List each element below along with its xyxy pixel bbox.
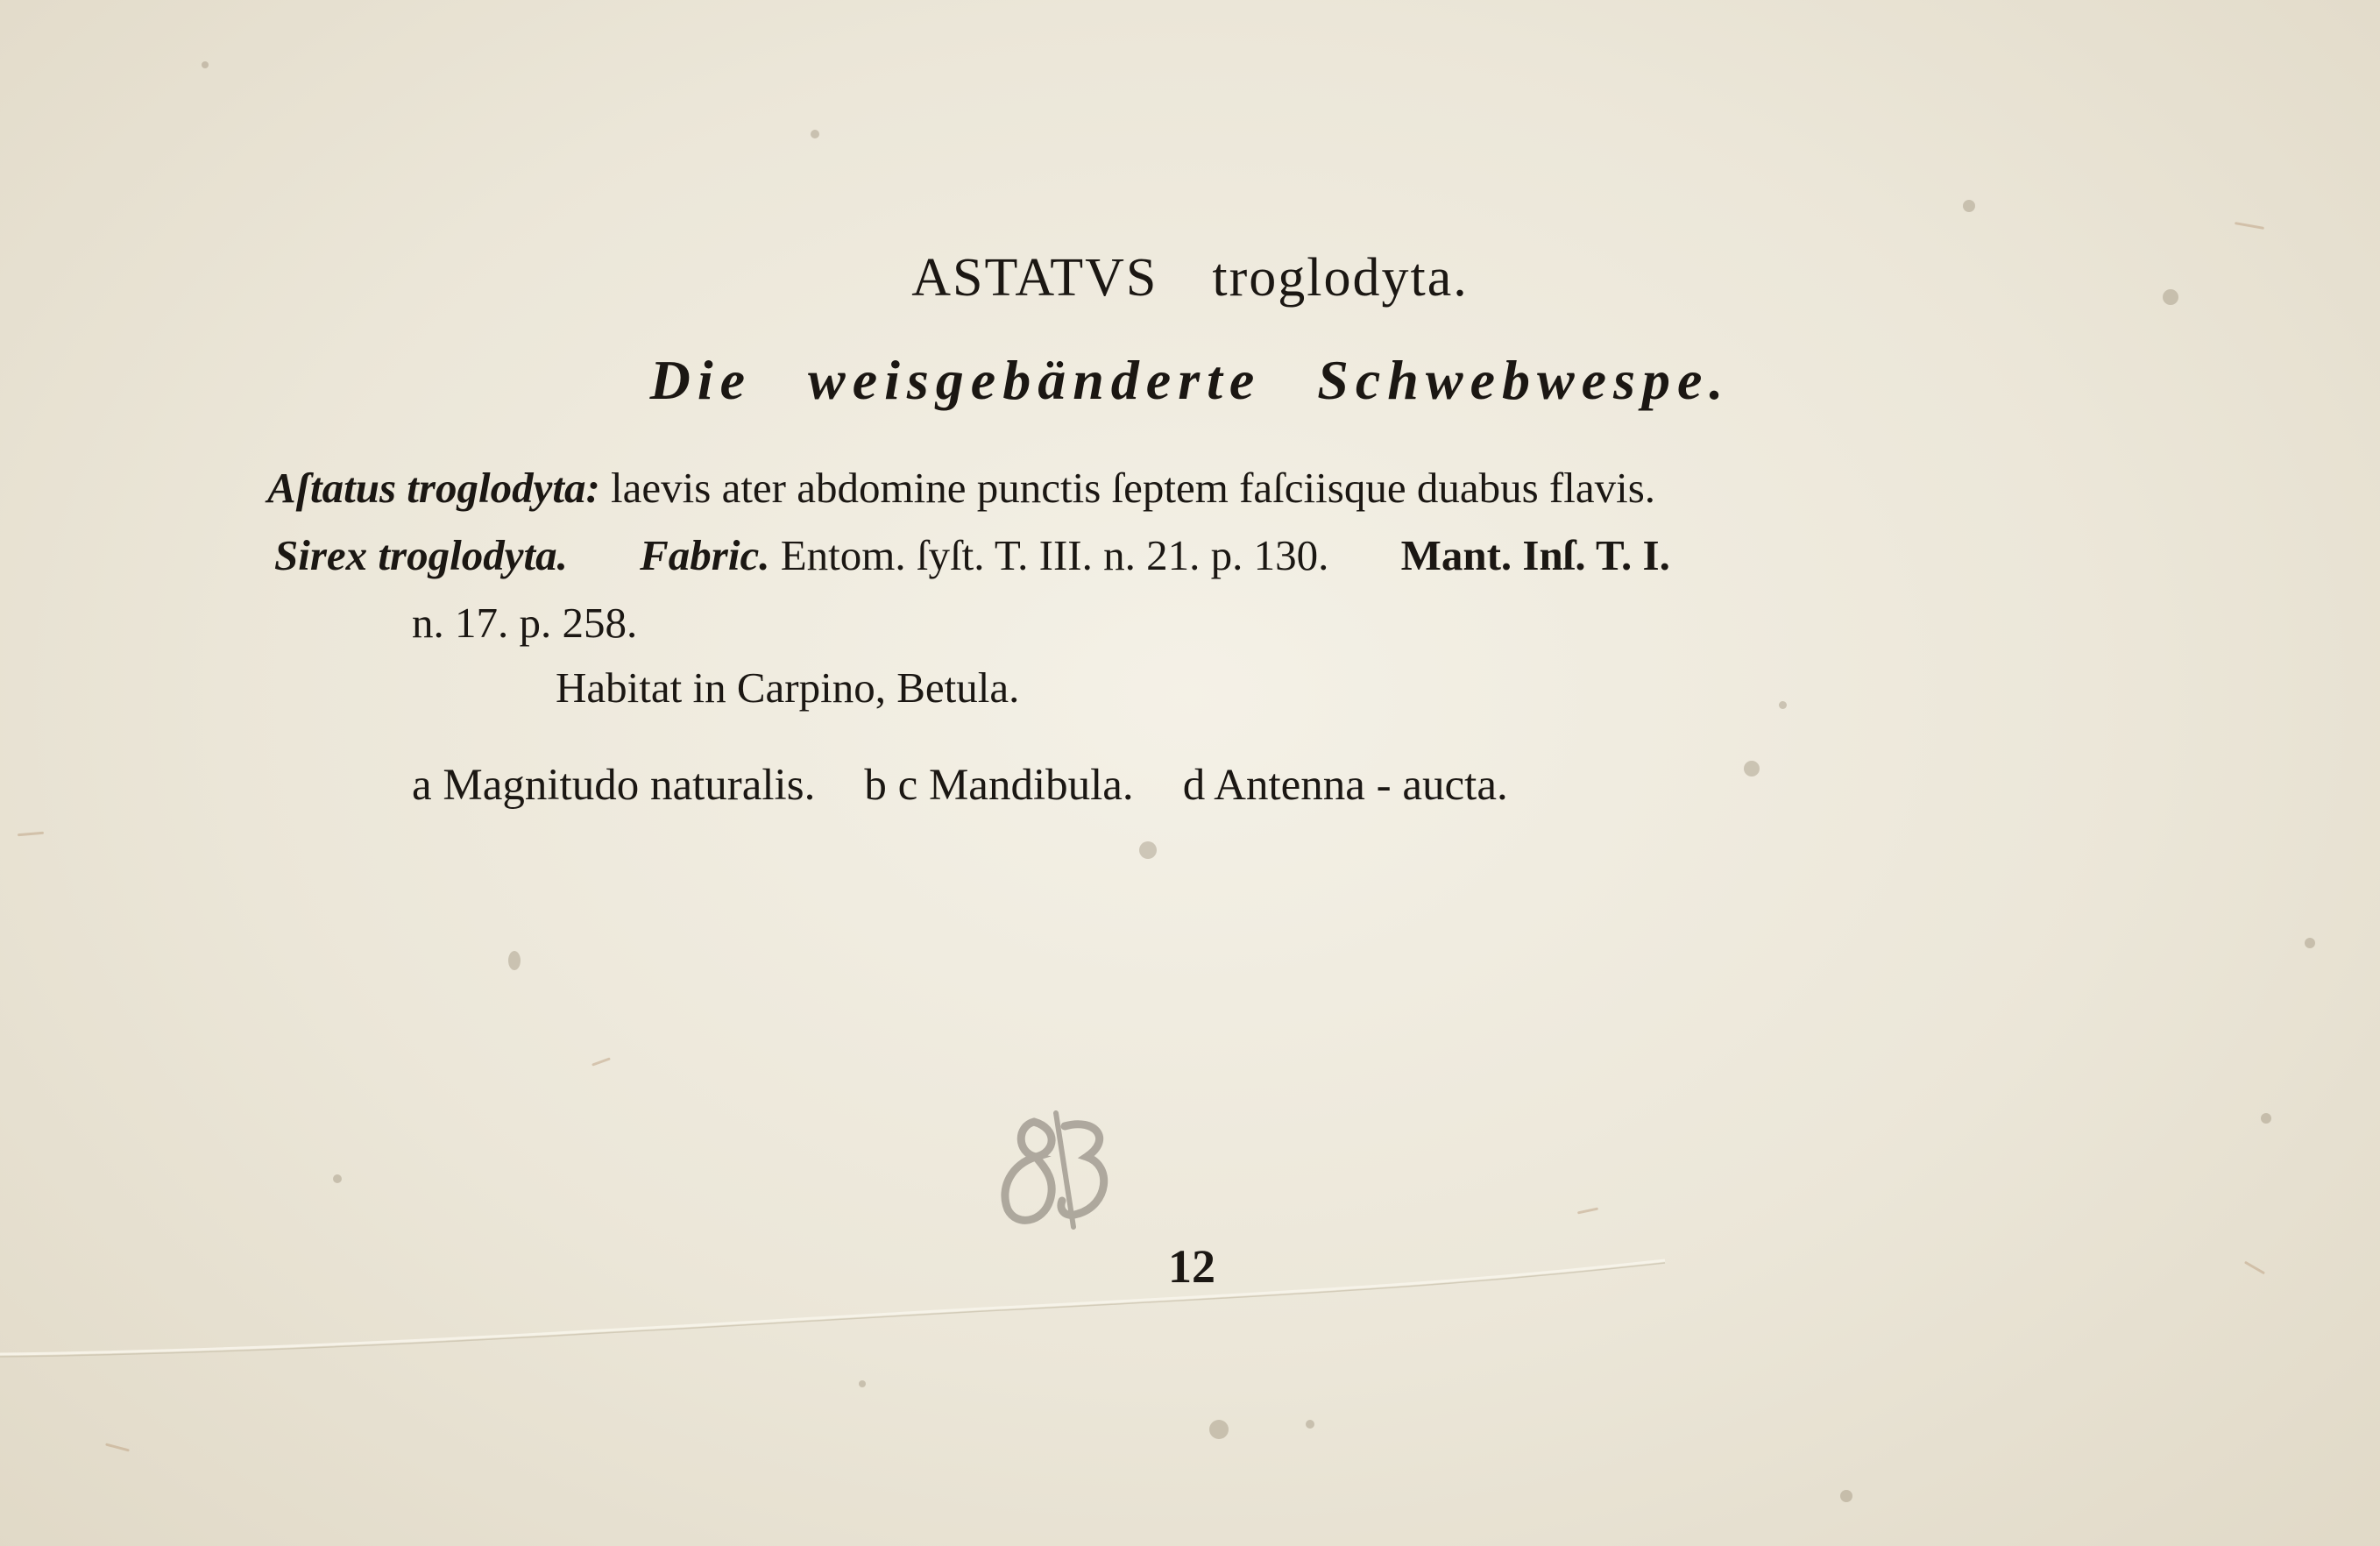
- paper-speck: [1840, 1490, 1852, 1502]
- synonym-author: Fabric.: [640, 531, 770, 579]
- paper-speck: [508, 951, 521, 970]
- paper-speck: [1779, 701, 1787, 709]
- diagnosis-text: laevis ater abdomine punctis ſeptem faſciisque duabus flavis.: [611, 464, 1656, 512]
- plate-title: [0, 248, 2380, 308]
- paper-speck: [2305, 938, 2315, 948]
- paper-fiber: [2235, 222, 2264, 230]
- paper-fiber: [1577, 1208, 1598, 1215]
- paper-speck: [859, 1380, 866, 1387]
- paper-speck: [1963, 200, 1975, 212]
- species-diagnosis: [267, 464, 1656, 512]
- figure-explanation: [412, 763, 1508, 808]
- synonymy-continuation: n. 17. p. 258.: [412, 599, 638, 647]
- paper-fiber: [105, 1443, 130, 1451]
- paper-speck: [202, 61, 209, 68]
- paper-speck: [1744, 761, 1760, 777]
- synonymy-line: [274, 531, 1670, 579]
- title-species: troglodyta.: [1212, 248, 1469, 308]
- paper-speck: [333, 1174, 342, 1183]
- explanation-a: a Magnitudo naturalis.: [412, 761, 816, 810]
- explanation-bc: b c Mandibula.: [864, 761, 1134, 810]
- page-number: 12: [1168, 1240, 1215, 1293]
- synonym-term: Sirex troglodyta.: [274, 531, 568, 579]
- paper-speck: [1306, 1420, 1314, 1429]
- collection-stamp-mark: [981, 1104, 1122, 1236]
- paper-fiber: [591, 1057, 611, 1066]
- paper-speck: [1139, 841, 1157, 859]
- explanation-d: d Antenna - aucta.: [1182, 761, 1508, 810]
- habitat-text: Habitat in Carpino, Betula.: [556, 663, 1020, 712]
- german-common-name: Die weisgebänderte Schwebwespe.: [649, 349, 1731, 411]
- diagnosis-term: Aſtatus troglodyta:: [267, 464, 600, 512]
- paper-speck: [2261, 1113, 2271, 1124]
- paper-fiber: [18, 832, 44, 837]
- paper-speck: [811, 130, 819, 138]
- synonym-reference: Entom. ſyſt. T. III. n. 21. p. 130.: [780, 531, 1329, 579]
- synonym-mantissa: Mant. Inſ. T. I.: [1400, 531, 1670, 579]
- title-genus: ASTATVS: [911, 248, 1158, 308]
- paper-speck: [1209, 1420, 1229, 1439]
